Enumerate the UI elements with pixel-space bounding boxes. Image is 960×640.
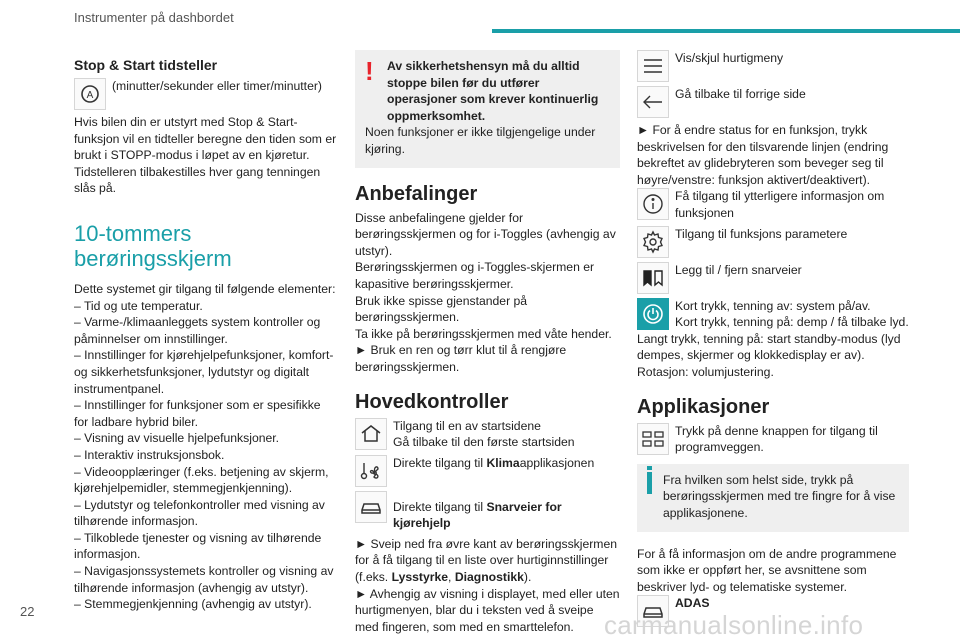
list-item: – Visning av visuelle hjelpefunksjoner.	[74, 431, 280, 446]
header-accent-bar	[492, 29, 960, 33]
touchscreen-title: 10-tommers berøringsskjerm	[74, 220, 232, 271]
list-item: – Innstillinger for funksjoner som er spesifikke for ladbare hybrid biler.	[74, 398, 321, 429]
info-row	[637, 188, 909, 221]
recommendation-line: ► Bruk en ren og tørr klut til å rengjøre berøringsskjermen.	[355, 343, 567, 374]
stop-start-body: Hvis bilen din er utstyrt med Stop & Start-funksjon vil en tidteller beregne den tiden som er brukt i STOPP-modus i løpet av en kjøretur. Tidstelleren tilbakestilles hver gang tenningen slås på.	[74, 115, 337, 196]
recommendation-line: Bruk ikke spisse gjenstander på berøringsskjermen.	[355, 293, 528, 325]
column-3	[637, 50, 909, 631]
power-rotation: Rotasjon: volumjustering.	[637, 364, 774, 379]
power-line-2: Kort trykk, tenning på: demp / få tilbake lyd.	[675, 315, 909, 330]
shortcut-bold: Snarveier for kjørehjelp	[393, 499, 562, 531]
recommendations-title: Anbefalinger	[355, 182, 478, 205]
info-label: Få tilgang til ytterligere informasjon om funksjonen	[675, 189, 885, 220]
climate-suffix: applikasjonen	[519, 455, 595, 470]
bookmark-row	[637, 262, 909, 294]
swipe-bold-diagnostics: Diagnostikk	[454, 570, 524, 585]
swipe-instructions	[355, 536, 620, 586]
list-item: – Videoopplæringer (f.eks. betjening av skjerm, kjørehjelpemidler, stemmegjenkjenning).	[74, 464, 329, 496]
bookmark-icon	[637, 262, 669, 294]
svg-text:A: A	[86, 90, 94, 101]
page-number: 22	[20, 604, 35, 619]
shortcut-row	[355, 491, 620, 532]
back-row	[637, 86, 909, 118]
list-item: – Stemmegjenkjenning (avhengig av utstyr).	[74, 597, 312, 612]
climate-fan-icon	[355, 455, 387, 487]
recommendation-line: Disse anbefalingene gjelder for berøringsskjermen og for i-Toggles (avhengig av utstyr).	[355, 210, 616, 258]
swipe-prefix: ► Sveip ned fra øvre kant av berøringsskjermen for å få tilgang til en liste over hurtiginnstillinger (f.eks.	[355, 536, 618, 585]
climate-prefix: Direkte tilgang til	[393, 455, 487, 470]
power-icon	[637, 298, 669, 330]
gear-row	[637, 226, 909, 258]
climate-description	[393, 455, 620, 472]
touchscreen-list	[74, 298, 338, 613]
menu-icon	[637, 50, 669, 82]
power-line-1: Kort trykk, tenning av: system på/av.	[675, 298, 871, 313]
menu-label: Vis/skjul hurtigmeny	[675, 51, 784, 65]
back-arrow-icon	[637, 86, 669, 118]
watermark: carmanualsonline.info	[604, 610, 864, 640]
recommendation-line: Ta ikke på berøringsskjermen med våte hender.	[355, 326, 612, 341]
shortcut-description	[393, 491, 620, 532]
stop-start-title: Stop & Start tidsteller	[74, 57, 218, 73]
home-line-2: Gå tilbake til den første startsiden	[393, 435, 575, 450]
gear-icon	[637, 226, 669, 258]
menu-row	[637, 50, 909, 82]
column-2	[355, 50, 620, 635]
warning-strong-text: Av sikkerhetshensyn må du alltid stoppe bilen før du utfører operasjoner som krever kontinuerlig oppmerksomhet.	[387, 59, 599, 123]
car-icon	[355, 491, 387, 523]
apps-row	[637, 423, 909, 456]
list-item: – Innstillinger for kjørehjelpefunksjoner, komfort- og sikkerhetsfunksjoner, lydutstyr og digitalt instrumentpanel.	[74, 348, 334, 396]
power-row	[637, 298, 909, 331]
status-text: ► For å endre status for en funksjon, trykk beskrivelsen for den tilsvarende linjen (endring bekreftet av glidebryteren som beveger seg til høyre/venstre: funksjon aktivert/deaktivert).	[637, 123, 889, 187]
shortcut-prefix: Direkte tilgang til	[393, 499, 487, 514]
touchscreen-intro: Dette systemet gir tilgang til følgende elementer:	[74, 281, 336, 296]
list-item: – Navigasjonssystemets kontroller og visning av tilhørende informasjon (avhengig av utstyr).	[74, 564, 334, 595]
list-item: – Tid og ute temperatur.	[74, 298, 203, 313]
info-icon	[637, 188, 669, 220]
info-marker-icon	[647, 472, 652, 494]
column-1	[74, 50, 338, 613]
home-icon	[355, 418, 387, 450]
home-description	[393, 418, 620, 451]
swipe-mid: ,	[448, 570, 455, 585]
warning-icon: !	[365, 56, 374, 86]
running-header: Instrumenter på dashbordet	[74, 10, 234, 25]
list-item: – Interaktiv instruksjonsbok.	[74, 447, 225, 462]
safety-warning-box	[355, 50, 620, 168]
home-line-1: Tilgang til en av startsidene	[393, 418, 541, 433]
power-long-press: Langt trykk, tenning på: start standby-modus (lyd dempes, skjermer og klokkedisplay er av).	[637, 331, 901, 363]
power-description	[675, 298, 909, 331]
apps-info-text: Fra hvilken som helst side, trykk på berøringsskjermen med tre fingre for å vise applikasjonene.	[663, 472, 896, 520]
list-item: – Varme-/klimaanleggets system kontroller og påminnelser om innstillinger.	[74, 315, 321, 346]
swipe-bold-brightness: Lysstyrke	[391, 570, 449, 585]
bookmark-label: Legg til / fjern snarveier	[675, 262, 802, 277]
main-controls-title: Hovedkontroller	[355, 390, 509, 413]
adas-label: ADAS	[675, 596, 710, 611]
stop-start-units: (minutter/sekunder eller timer/minutter)	[112, 79, 322, 93]
climate-row	[355, 455, 620, 487]
gear-label: Tilgang til funksjons parametere	[675, 226, 848, 241]
stop-start-row	[74, 78, 338, 110]
apps-grid-icon	[637, 423, 669, 455]
swipe-more: ► Avhengig av visning i displayet, med eller uten hurtigmenyen, blar du i teksten ved å sveipe med fingeren, som med en smarttelefon.	[355, 586, 620, 634]
applications-title: Applikasjoner	[637, 395, 770, 418]
recommendation-line: Berøringsskjermen og i-Toggles-skjermen er kapasitive berøringsskjermer.	[355, 260, 595, 291]
climate-bold: Klima	[486, 455, 520, 470]
swipe-suffix: ).	[523, 570, 532, 585]
back-label: Gå tilbake til forrige side	[675, 87, 806, 101]
list-item: – Tilkoblede tjenester og visning av tilhørende informasjon.	[74, 530, 322, 562]
apps-more-text: For å få informasjon om de andre programmene som ikke er oppført her, se avsnittene som beskriver lyd- og telematiske systemer.	[637, 546, 897, 594]
warning-text: Noen funksjoner er ikke tilgjengelige under kjøring.	[365, 125, 596, 156]
home-row	[355, 418, 620, 451]
list-item: – Lydutstyr og telefonkontroller med visning av tilhørende informasjon.	[74, 497, 325, 529]
stop-start-icon	[74, 78, 106, 110]
apps-button-label: Trykk på denne knappen for tilgang til programveggen.	[675, 423, 878, 455]
apps-info-box	[637, 464, 909, 532]
